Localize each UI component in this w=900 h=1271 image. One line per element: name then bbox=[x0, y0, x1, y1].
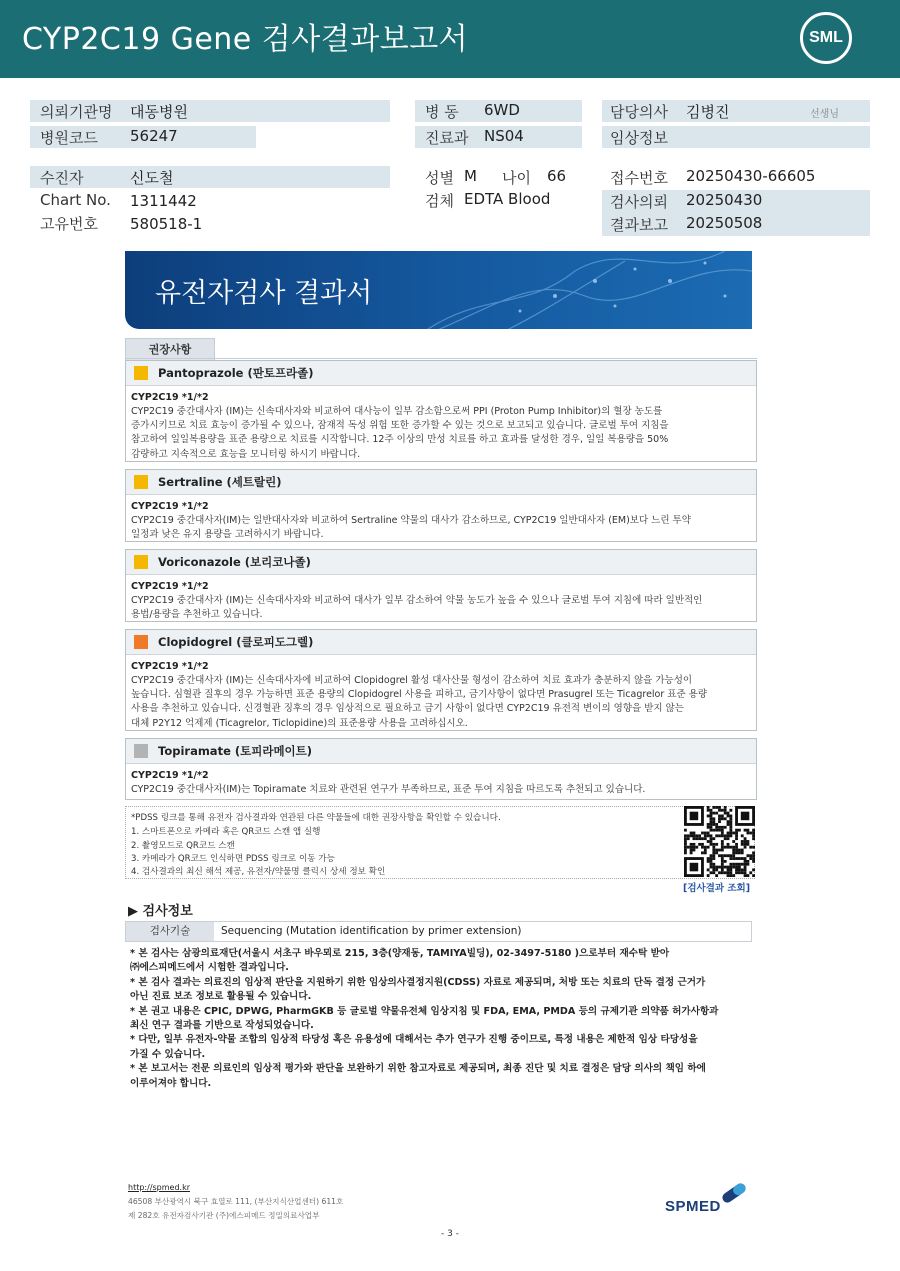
header-bar bbox=[0, 0, 900, 78]
drug-recommendation-text: CYP2C19 중간대사자 (IM)는 신속대사자와 비교하여 대사능이 일부 감소함으로써 PPI (Proton Pump Inhibitor)의 혈장 농도를 증가시키므로 치료 효능이 증가될 수 있으나, 잠재적 독성 위험 또한 증가할 수 있는 것으로 보고되고 있습니다. 글로벌 투여 지침을 참고하여 일일복용량을 표준 용량으로 치료를 시작합니다. 12주 이상의 만성 치료를 하고 효과를 달성한 경우, 일일 복용량을 50% 감량하고 지속적으로 효능을 모니터링 하시기 바랍니다. bbox=[131, 406, 669, 460]
drug-genotype: CYP2C19 *1/*2 bbox=[131, 770, 209, 781]
report-title: CYP2C19 Gene 검사결과보고서 bbox=[22, 22, 469, 57]
footer-license: 제 282호 유전자검사기관 (주)에스피메드 정밀의료사업부 bbox=[128, 1211, 320, 1220]
spmed-logo: SPMED bbox=[665, 1198, 721, 1215]
department-label: 진료과 bbox=[425, 129, 469, 147]
status-square-icon bbox=[134, 475, 148, 489]
status-square-icon bbox=[134, 555, 148, 569]
drug-recommendation-text: CYP2C19 중간대사자(IM)는 Topiramate 치료와 관련된 연구가 부족하므로, 표준 투여 지침을 따르도록 추천되고 있습니다. bbox=[131, 784, 646, 795]
note-item: * 다만, 일부 유전자-약물 조합의 임상적 타당성 혹은 유용성에 대해서는 추가 연구가 진행 중이므로, 특정 내용은 제한적 임상 타당성을 가질 수 있습니다. bbox=[130, 1034, 698, 1060]
age-label: 나이 bbox=[502, 169, 531, 187]
receipt-label: 접수번호 bbox=[610, 169, 668, 187]
ward-value: 6WD bbox=[484, 101, 520, 119]
pdss-info-box bbox=[125, 806, 755, 879]
drug-card-header bbox=[126, 739, 756, 764]
clinical-label: 임상정보 bbox=[610, 129, 668, 147]
drug-recommendation-text: CYP2C19 중간대사자 (IM)는 신속대사자와 비교하여 대사가 일부 감소하여 약물 농도가 높을 수 있으나 글로벌 투여 지침에 따라 일반적인 용법/용량을 추천하고 있습니다. bbox=[131, 595, 703, 621]
result-banner bbox=[125, 251, 752, 329]
doctor-suffix: 선생님 bbox=[810, 109, 839, 120]
test-info-heading bbox=[128, 900, 193, 919]
drug-name: Pantoprazole (판토프라졸) bbox=[158, 366, 314, 380]
drug-name: Topiramate (토피라메이트) bbox=[158, 744, 313, 758]
hospital-code-value: 56247 bbox=[130, 127, 178, 145]
unique-no-label: 고유번호 bbox=[40, 215, 98, 233]
doctor-label: 담당의사 bbox=[610, 103, 668, 121]
recipient-row bbox=[30, 166, 390, 188]
recipient-label: 수진자 bbox=[40, 169, 84, 187]
drug-genotype: CYP2C19 *1/*2 bbox=[131, 501, 209, 512]
technique-label: 검사기술 bbox=[126, 922, 214, 941]
note-item: * 본 보고서는 전문 의료인의 임상적 평가와 판단을 보완하기 위한 참고자료로 제공되며, 최종 진단 및 치료 결정은 담당 의사의 책임 하에 이루어져야 합니다. bbox=[130, 1063, 706, 1089]
status-square-icon bbox=[134, 635, 148, 649]
institution-value: 대동병원 bbox=[130, 103, 188, 121]
report-date-label: 결과보고 bbox=[610, 216, 668, 234]
page-number: - 3 - bbox=[441, 1229, 459, 1239]
pdss-line: 2. 촬영모드로 QR코드 스캔 bbox=[131, 841, 235, 851]
unique-no-value: 580518-1 bbox=[130, 215, 203, 233]
drug-recommendation-text: CYP2C19 중간대사자(IM)는 일반대사자와 비교하여 Sertraline 약물의 대사가 감소하므로, CYP2C19 일반대사자 (EM)보다 느린 투약 일정과 낮은 유지 용량을 고려하시기 바랍니다. bbox=[131, 515, 691, 541]
chart-no-value: 1311442 bbox=[130, 192, 197, 210]
request-date-label: 검사의뢰 bbox=[610, 193, 668, 211]
footer-url-link[interactable]: http://spmed.kr bbox=[128, 1183, 191, 1192]
sex-label: 성별 bbox=[425, 169, 454, 187]
test-technique-table bbox=[125, 921, 752, 942]
banner-title: 유전자검사 결과서 bbox=[155, 278, 373, 309]
drug-genotype: CYP2C19 *1/*2 bbox=[131, 392, 209, 403]
drug-recommendation-text: CYP2C19 중간대사자 (IM)는 신속대사자에 비교하여 Clopidogrel 활성 대사산물 형성이 감소하여 치료 효과가 충분하지 않을 가능성이 높습니다. 심혈관 질후의 경우 가능하면 표준 용량의 Clopidogrel 사용을 피하고, 금기사항이 없다면 Prasugrel 또는 Ticagrelor 표준 용량 사용을 추천하고 있습니다. 신경혈관 징후의 경우 임상적으로 필요하고 금기 사항이 없다면 CYP2C19 유전적 변이의 영향을 받지 않는 대체 P2Y12 억제제 (Ticagrelor, Ticlopidine)의 표준용량 사용을 고려하십시오. bbox=[131, 675, 708, 729]
note-item: * 본 검사는 삼광의료재단(서울시 서초구 바우뫼로 215, 3층(양재동, TAMIYA빌딩), 02-3497-5180 )으로부터 재수탁 받아 ㈜에스피메드에서 시험한 결과입니다. bbox=[130, 948, 670, 974]
triangle-right-icon: ▶ bbox=[128, 904, 138, 919]
qr-code-icon[interactable] bbox=[684, 806, 755, 877]
specimen-label: 검체 bbox=[425, 192, 454, 210]
request-date-value: 20250430 bbox=[686, 191, 763, 209]
status-square-icon bbox=[134, 744, 148, 758]
sml-logo-text: SML bbox=[809, 29, 843, 46]
pdss-line: *PDSS 링크를 통해 유전자 검사결과와 연관된 다른 약물들에 대한 권장사항을 확인할 수 있습니다. bbox=[131, 813, 501, 823]
drug-card-header bbox=[126, 630, 756, 655]
footer-address: 46508 부산광역시 북구 효열로 111, (부산지식산업센터) 611호 bbox=[128, 1197, 344, 1206]
recommendation-tab: 권장사항 bbox=[125, 338, 215, 360]
pdss-line: 4. 검사결과의 최신 해석 제공, 유전자/약물명 클릭시 상세 정보 확인 bbox=[131, 867, 386, 877]
recommendation-divider bbox=[125, 358, 757, 359]
drug-card-sertraline bbox=[125, 469, 757, 542]
receipt-value: 20250430-66605 bbox=[686, 167, 816, 185]
status-square-icon bbox=[134, 366, 148, 380]
doctor-value: 김병진 bbox=[686, 103, 730, 121]
drug-genotype: CYP2C19 *1/*2 bbox=[131, 661, 209, 672]
drug-card-header bbox=[126, 361, 756, 386]
department-value: NS04 bbox=[484, 127, 524, 145]
drug-card-header bbox=[126, 470, 756, 495]
drug-name: Sertraline (세트랄린) bbox=[158, 475, 282, 489]
hospital-code-label: 병원코드 bbox=[40, 129, 98, 147]
pdss-line: 3. 카메라가 QR코드 인식하면 PDSS 링크로 이동 가능 bbox=[131, 854, 335, 864]
pdss-line: 1. 스마트폰으로 카메라 혹은 QR코드 스캔 앱 실행 bbox=[131, 827, 321, 837]
note-item: * 본 검사 결과는 의료진의 임상적 판단을 지원하기 위한 임상의사결정지원(CDSS) 자료로 제공되며, 처방 또는 치료의 단독 결정 근거가 아닌 진료 보조 정보로 활용될 수 있습니다. bbox=[130, 976, 706, 1003]
specimen-value: EDTA Blood bbox=[464, 190, 551, 208]
recipient-value: 신도철 bbox=[130, 169, 174, 187]
qr-caption[interactable]: [검사결과 조회] bbox=[683, 883, 751, 894]
drug-genotype: CYP2C19 *1/*2 bbox=[131, 581, 209, 592]
test-info-title: 검사정보 bbox=[142, 904, 193, 919]
chart-no-label: Chart No. bbox=[40, 191, 111, 209]
notes-list bbox=[130, 947, 755, 1091]
spmed-capsule-icon bbox=[717, 1182, 751, 1204]
technique-value: Sequencing (Mutation identification by primer extension) bbox=[221, 925, 522, 937]
drug-name: Clopidogrel (클로피도그렐) bbox=[158, 635, 314, 649]
report-date-value: 20250508 bbox=[686, 214, 763, 232]
drug-name: Voriconazole (보리코나졸) bbox=[158, 555, 311, 569]
institution-label: 의뢰기관명 bbox=[40, 103, 113, 121]
age-value: 66 bbox=[547, 167, 567, 185]
drug-card-header bbox=[126, 550, 756, 575]
drug-card-voriconazole bbox=[125, 549, 757, 622]
sex-value: M bbox=[464, 167, 477, 185]
sml-logo bbox=[800, 12, 852, 64]
drug-card-clopidogrel bbox=[125, 629, 757, 731]
ward-label: 병 동 bbox=[425, 103, 459, 121]
drug-card-topiramate bbox=[125, 738, 757, 800]
drug-card-pantoprazole bbox=[125, 360, 757, 462]
note-item: * 본 권고 내용은 CPIC, DPWG, PharmGKB 등 글로벌 약물유전체 임상지침 및 FDA, EMA, PMDA 등의 규제기관 의약품 허가사항과 최신 연구 결과를 기반으로 작성되었습니다. bbox=[130, 1005, 719, 1032]
